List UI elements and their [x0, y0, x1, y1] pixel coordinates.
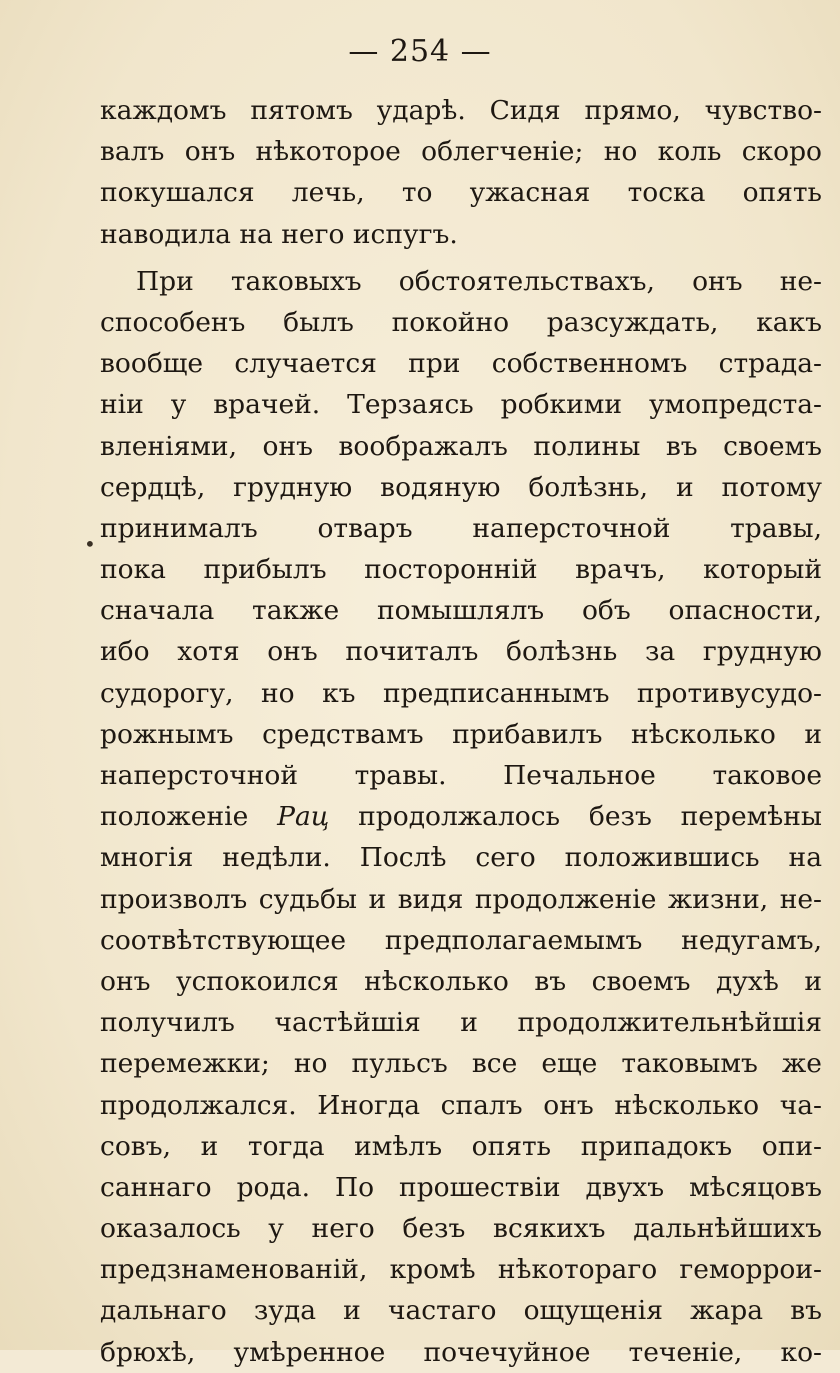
margin-mark: •: [84, 532, 96, 556]
text-line: покушался лечь, то ужасная тоска опять: [100, 177, 822, 209]
text-line: пока прибылъ посторонній врачъ, который: [100, 554, 822, 586]
text-line: валъ онъ нѣкоторое облегченіе; но коль скоро: [100, 136, 822, 168]
line-prefix: положеніе: [100, 801, 249, 833]
body-text: [100, 90, 822, 1373]
text-line: получилъ частѣйшія и продолжительнѣйшія: [100, 1007, 822, 1039]
page-number: — 254 —: [348, 34, 492, 69]
text-line: вообще случается при собственномъ страда-: [100, 348, 822, 380]
text-line: наперсточной травы. Печальное таковое: [100, 760, 822, 791]
line-rest: продолжалось безъ перемѣны: [358, 801, 822, 833]
text-line: совъ, и тогда имѣлъ опять припадокъ опи-: [100, 1130, 822, 1162]
text-line: способенъ былъ покойно разсуждать, какъ: [100, 306, 822, 338]
text-line: саннаго рода. По прошествіи двухъ мѣсяцовъ: [100, 1171, 822, 1203]
text-line: каждомъ пятомъ ударѣ. Сидя прямо, чувство-: [100, 95, 822, 126]
text-line: многія недѣли. Послѣ сего положившись на: [100, 842, 822, 874]
text-line: рожнымъ средствамъ прибавилъ нѣсколько и: [100, 718, 822, 750]
text-line: сердцѣ, грудную водяную болѣзнь, и потому: [100, 471, 822, 503]
text-line: произволъ судьбы и видя продолженіе жизни, не-: [100, 883, 822, 915]
text-line: продолжался. Иногда спалъ онъ нѣсколько ча-: [100, 1089, 822, 1121]
text-line: предзнаменованій, кромѣ нѣкотораго геморрои-: [100, 1254, 822, 1286]
text-line: При таковыхъ обстоятельствахъ, онъ не-: [136, 265, 822, 297]
person-name: Рац: [277, 801, 330, 833]
text-line-with-name: [100, 796, 822, 837]
text-line: вленіями, онъ воображалъ полины въ своемъ: [100, 430, 822, 462]
text-line: наводила на него испугъ.: [100, 218, 458, 250]
text-line: принималъ отваръ наперсточной травы,: [100, 512, 822, 544]
text-line: дальнаго зуда и частаго ощущенія жара въ: [100, 1295, 822, 1327]
text-line: соотвѣтствующее предполагаемымъ недугамъ,: [100, 924, 822, 956]
text-line: брюхѣ, умѣренное почечуйное теченіе, ко-: [100, 1336, 822, 1368]
text-line: ибо хотя онъ почиталъ болѣзнь за грудную: [100, 636, 822, 668]
text-line: ніи у врачей. Терзаясь робкими умопредста-: [100, 389, 822, 421]
text-line: судорогу, но къ предписаннымъ противусудо-: [100, 677, 822, 709]
text-line: онъ успокоился нѣсколько въ своемъ духѣ и: [100, 965, 822, 997]
text-line: сначала также помышлялъ объ опасности,: [100, 595, 822, 627]
text-line: перемежки; но пульсъ все еще таковымъ же: [100, 1048, 822, 1080]
text-line: оказалось у него безъ всякихъ дальнѣйшихъ: [100, 1213, 822, 1245]
